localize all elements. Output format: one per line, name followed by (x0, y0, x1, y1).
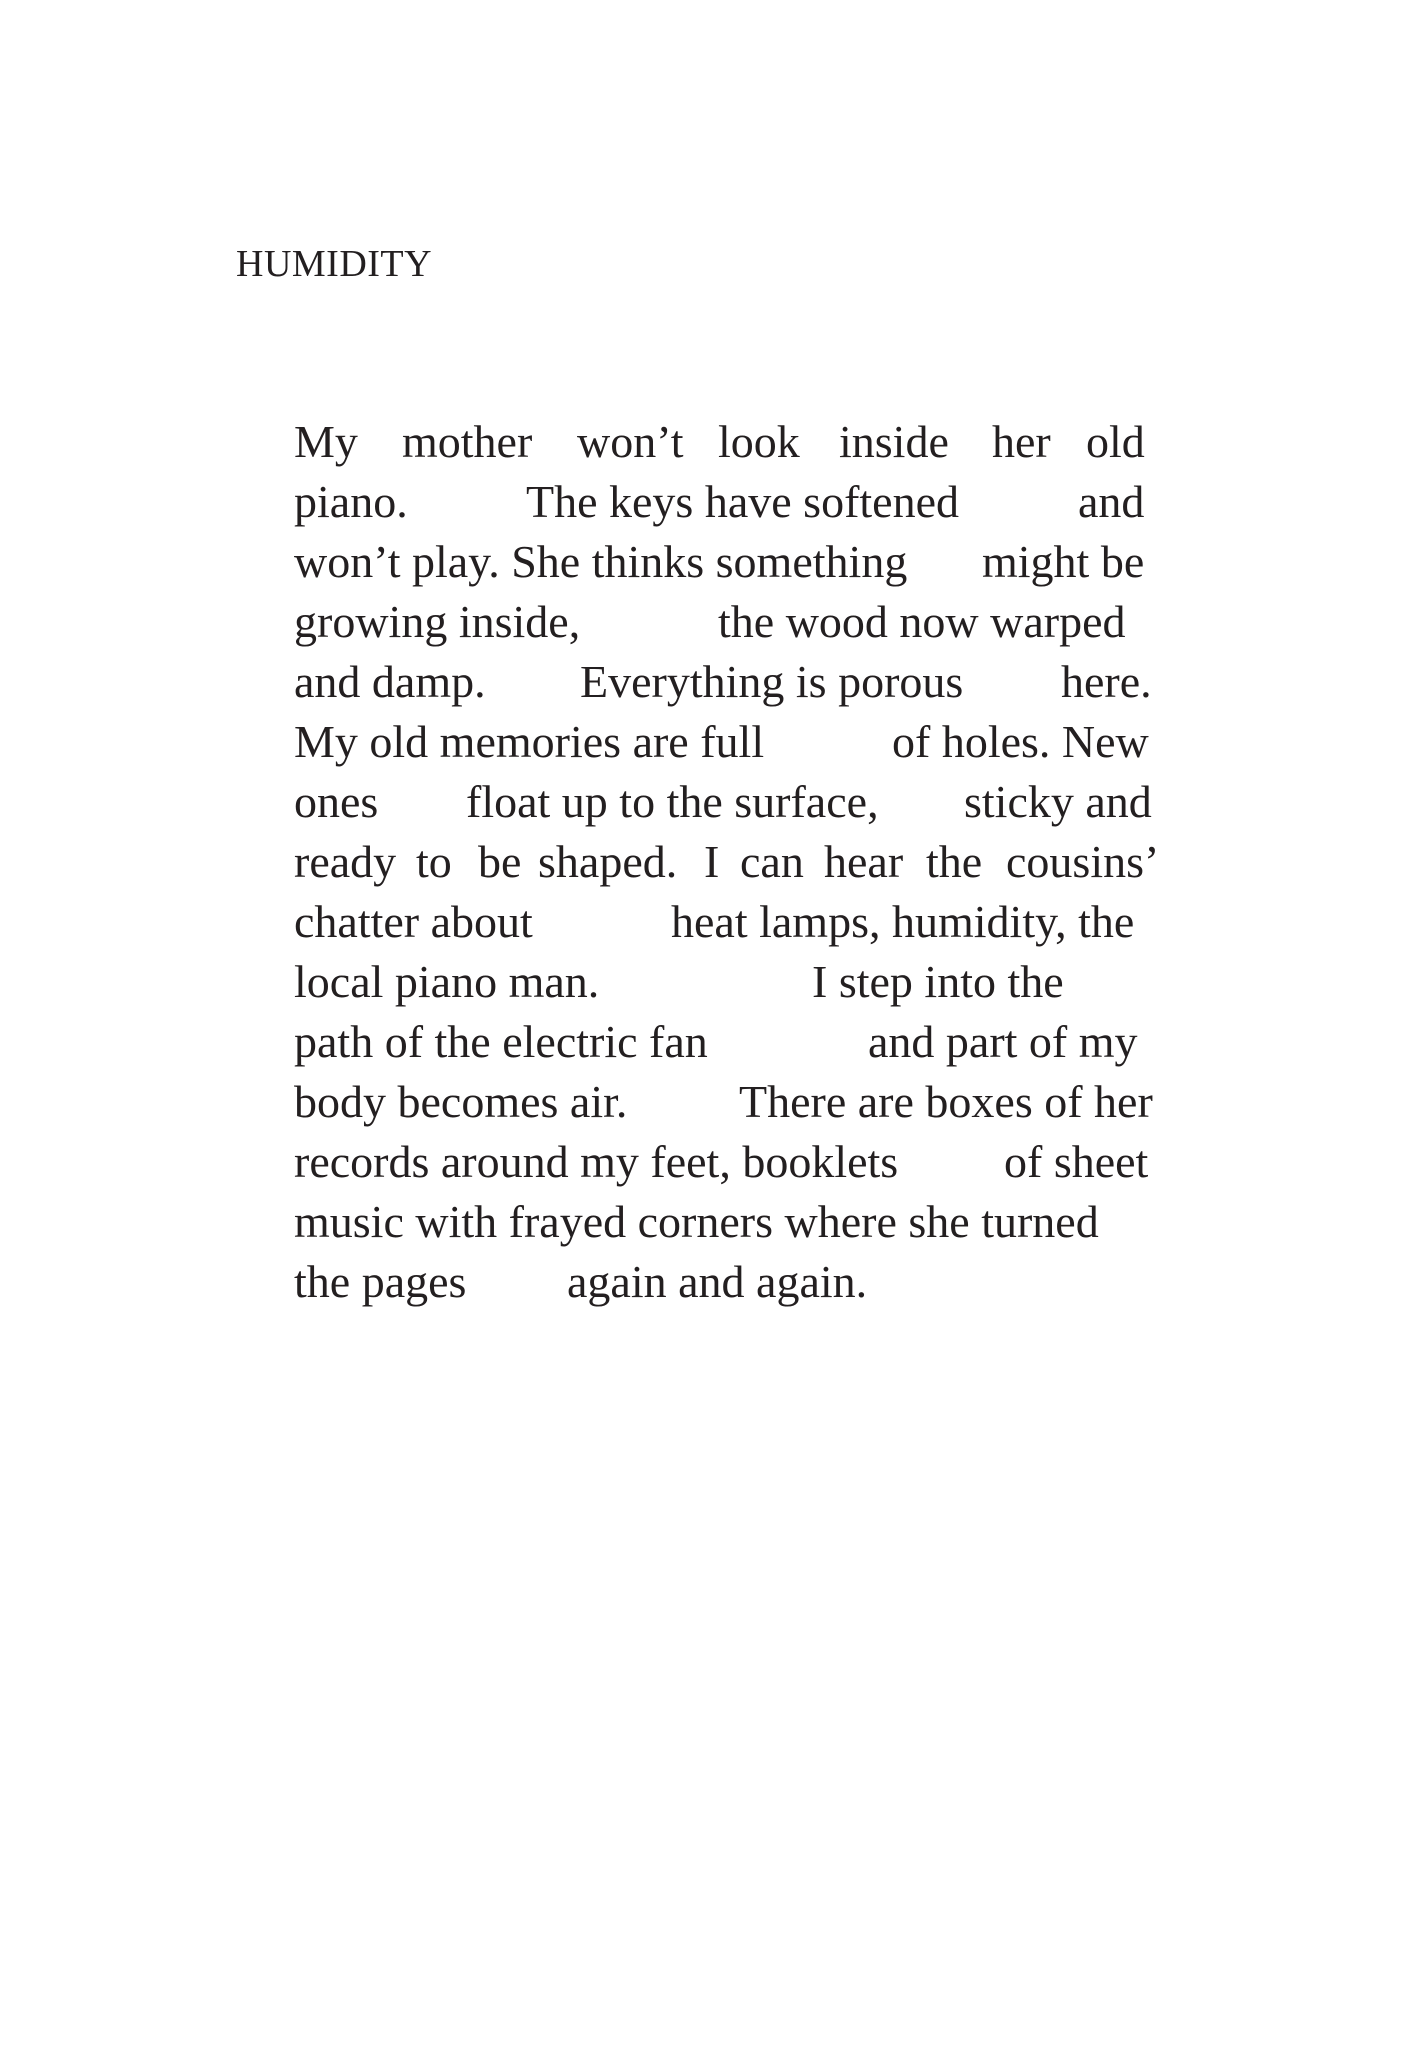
poem-line-text: heat lamps, humidity, the (671, 896, 1135, 947)
poem-line-text: of holes. New (892, 716, 1149, 767)
poem-line-text: look (718, 416, 800, 467)
poem-line-text: old (1086, 416, 1145, 467)
poem-line-text: be (478, 836, 522, 887)
poem-line-text: path of the electric fan (294, 1016, 708, 1067)
poem-line-text: shaped. (538, 836, 678, 887)
poem-line-text: local piano man. (294, 956, 600, 1007)
poem-line-text: chatter about (294, 896, 533, 947)
poem-line-text: piano. (294, 476, 408, 527)
poem-line-text: here. (1061, 656, 1152, 707)
poem-line-text: cousins’ (1006, 836, 1160, 887)
poem-line-text: her (992, 416, 1051, 467)
poem-line-text: and (1078, 476, 1145, 527)
poem-line-text: There are boxes of her (739, 1076, 1153, 1127)
poem-line-text: My old memories are full (294, 716, 765, 767)
poem-line-text: ready (294, 836, 397, 887)
poem-line-text: and damp. (294, 656, 486, 707)
poem-line-text: the (926, 836, 983, 887)
poem-line-text: sticky and (964, 776, 1152, 827)
poem-line-text: mother (402, 416, 533, 467)
poem-line-text: can (740, 836, 804, 887)
poem-line-text: of sheet (1004, 1136, 1149, 1187)
poem-line-text: ones (294, 776, 379, 827)
poem-line-text: float up to the surface, (466, 776, 879, 827)
poem-line-text: Everything is porous (580, 656, 964, 707)
poem-line-text: and part of my (868, 1016, 1138, 1067)
poem-line-text: inside (839, 416, 949, 467)
poem-line-text: the pages (294, 1256, 467, 1307)
poem-title: HUMIDITY (236, 243, 433, 285)
poem-line-text: won’t (577, 416, 684, 467)
poem-line-text: records around my feet, booklets (294, 1136, 899, 1187)
poem-line-text: The keys have softened (526, 476, 960, 527)
poem-line-text: I step into the (812, 956, 1064, 1007)
poem-line-text: growing inside, (294, 596, 581, 647)
poem-line-text: again and again. (567, 1256, 868, 1307)
poem-line-text: body becomes air. (294, 1076, 628, 1127)
poem-line-text: hear (824, 836, 904, 887)
poem-line-text: music with frayed corners where she turned (294, 1196, 1099, 1247)
poem-line-text: won’t play. She thinks something (294, 536, 908, 587)
poem-line-text: might be (982, 536, 1145, 587)
poem-line-text: to (416, 836, 452, 887)
poem-line-text: I (704, 836, 720, 887)
poem-line-text: My (294, 416, 358, 467)
poem-line-text: the wood now warped (718, 596, 1126, 647)
